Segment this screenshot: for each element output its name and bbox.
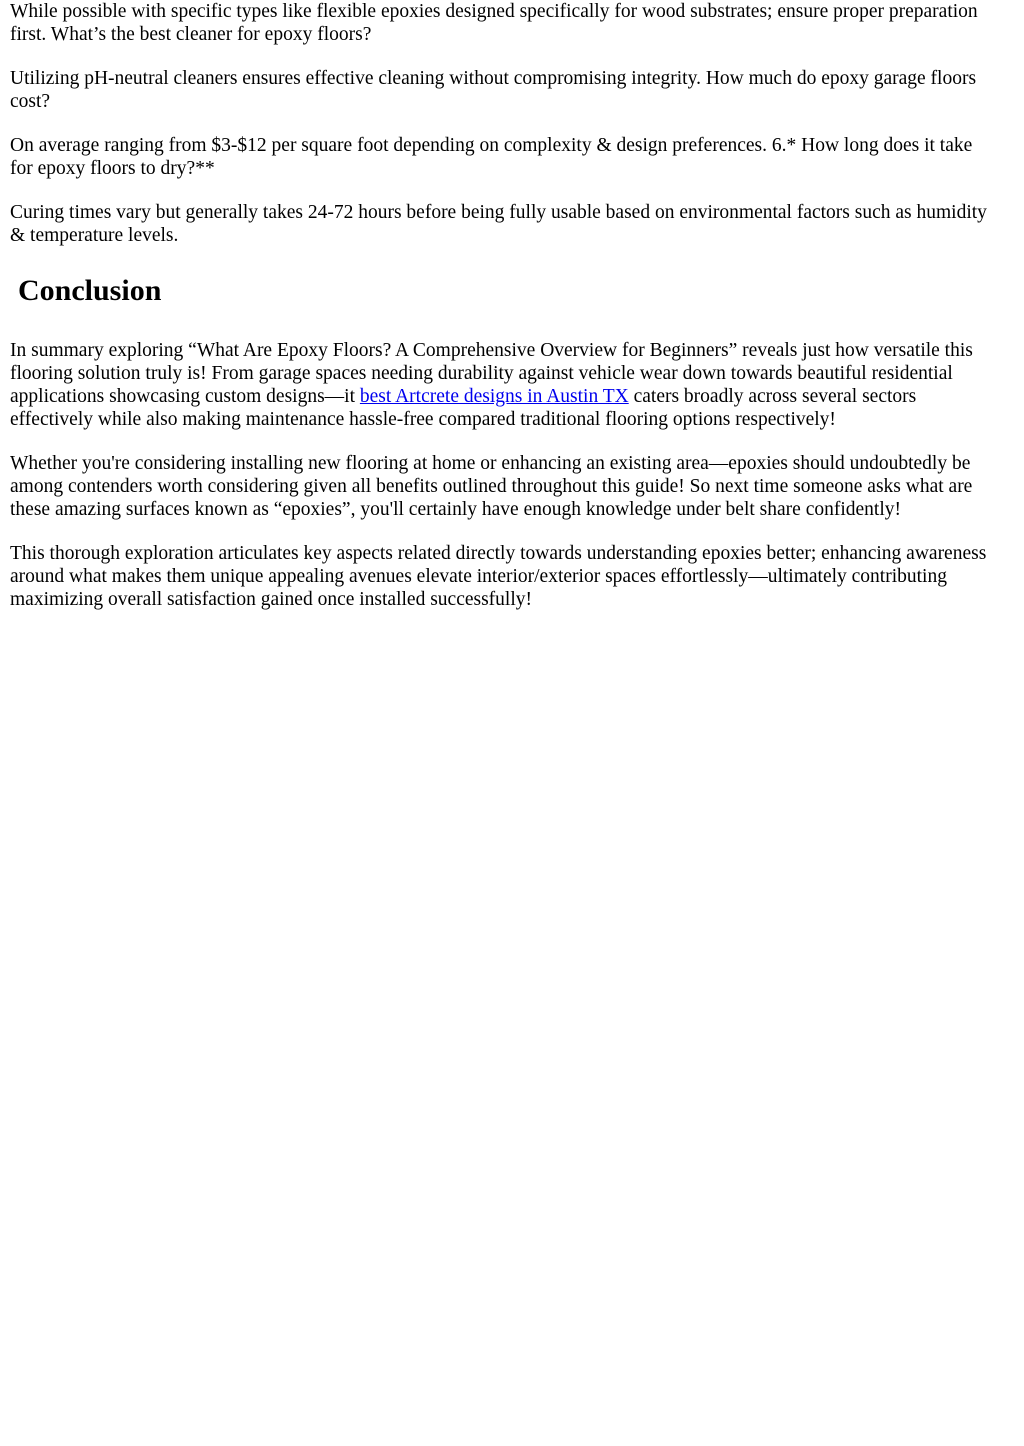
faq-paragraph-wood: While possible with specific types like flexible epoxies designed specifically for wood substrates; ensure proper preparation first. What’s the best cleaner for epoxy floors?	[10, 1, 978, 45]
conclusion-paragraph-summary	[10, 339, 994, 431]
faq-paragraph-cleaner: Utilizing pH-neutral cleaners ensures effective cleaning without compromising integrity. How much do epoxy garage floors cost?	[10, 68, 977, 112]
artcrete-designs-link[interactable]: best Artcrete designs in Austin TX	[359, 386, 629, 407]
conclusion-paragraph-consider: Whether you're considering installing new flooring at home or enhancing an existing area—epoxies should undoubtedly be among contenders worth considering given all benefits outlined throughout this guide! So next time someone asks what are these amazing surfaces known as “epoxies”, you'll certainly have enough knowledge under belt share confidently!	[10, 453, 973, 520]
faq-paragraph-curing: Curing times vary but generally takes 24-72 hours before being fully usable based on environmental factors such as humidity & temperature levels.	[10, 202, 987, 246]
document-body	[0, 0, 1004, 611]
faq-paragraph-cost: On average ranging from $3-$12 per square foot depending on complexity & design preferences. 6.* How long does it take for epoxy floors to dry?**	[10, 135, 973, 179]
conclusion-heading: Conclusion	[18, 274, 162, 307]
conclusion-paragraph-exploration: This thorough exploration articulates key aspects related directly towards understanding epoxies better; enhancing awareness around what makes them unique appealing avenues elevate interior/exterior spaces effortlessly—ultimately contributing maximizing overall satisfaction gained once installed successfully!	[10, 543, 987, 610]
summary-text-after-link: caters broadly across several sectors effectively while also making maintenance hassle-free compared traditional flooring options respectively!	[10, 386, 917, 430]
summary-text-before-link: In summary exploring “What Are Epoxy Floors? A Comprehensive Overview for Beginners” reveals just how versatile this flooring solution truly is! From garage spaces needing durability against vehicle wear down towards beautiful residential applications showcasing custom designs—it	[10, 340, 973, 407]
